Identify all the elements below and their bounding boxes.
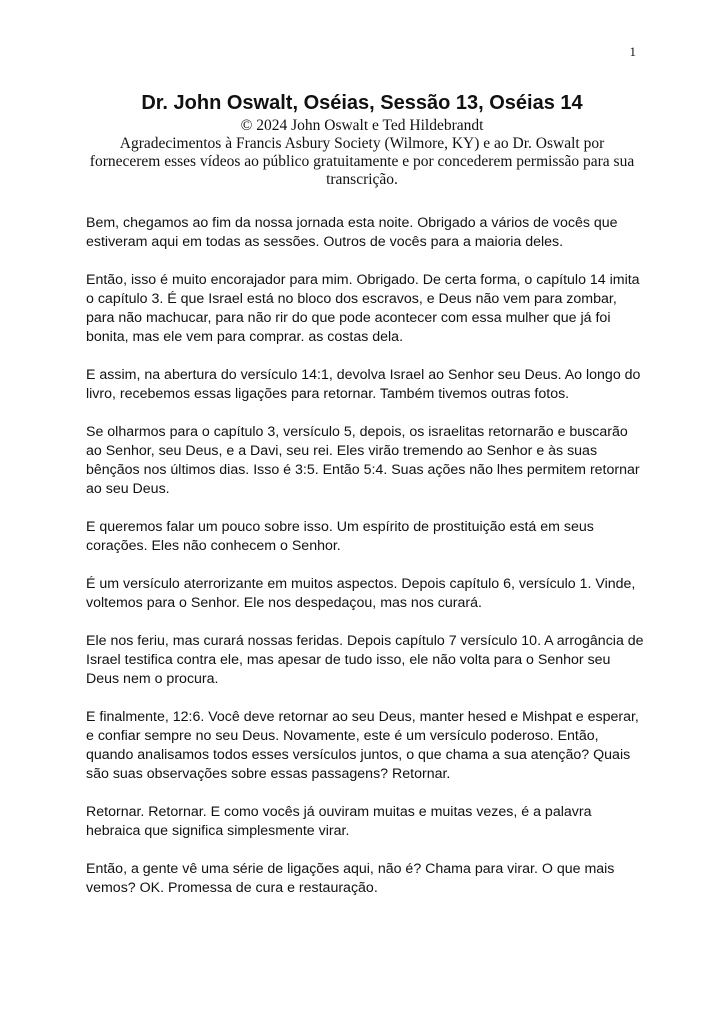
paragraph: Se olharmos para o capítulo 3, versículo 5, depois, os israelitas retornarão e buscarão ao Senhor, seu Deus, e a Davi, seu rei. Eles virão tremendo ao Senhor e às suas bênçãos nos últimos dias. Isso é 3:5. Então 5:4. Suas ações não lhes permitem retornar ao seu Deus. <box>86 424 640 497</box>
acknowledgment-text: Agradecimentos à Francis Asbury Society (Wilmore, KY) e ao Dr. Oswalt por fornecerem esses vídeos ao público gratuitamente e por concederem permissão para sua transcrição. <box>89 135 635 188</box>
paragraph: Então, isso é muito encorajador para mim. Obrigado. De certa forma, o capítulo 14 imita o capítulo 3. É que Israel está no bloco dos escravos, e Deus não vem para zombar, para não machucar, para não rir do que pode acontecer com essa mulher que já foi bonita, mas ele vem para comprar. as costas dela. <box>86 272 640 345</box>
document-title: Dr. John Oswalt, Oséias, Sessão 13, Oséias 14 <box>141 92 583 114</box>
page-number: 1 <box>629 44 636 59</box>
document-header <box>86 90 638 189</box>
paragraph: E queremos falar um pouco sobre isso. Um espírito de prostituição está em seus corações. Eles não conhecem o Senhor. <box>86 519 594 554</box>
paragraph: E assim, na abertura do versículo 14:1, devolva Israel ao Senhor seu Deus. Ao longo do livro, recebemos essas ligações para retornar. Também tivemos outras fotos. <box>86 367 641 402</box>
paragraph: É um versículo aterrorizante em muitos aspectos. Depois capítulo 6, versículo 1. Vinde, voltemos para o Senhor. Ele nos despedaçou, mas nos curará. <box>86 576 636 611</box>
transcript-body <box>86 214 646 917</box>
paragraph: Ele nos feriu, mas curará nossas feridas. Depois capítulo 7 versículo 10. A arrogância de Israel testifica contra ele, mas apesar de tudo isso, ele não volta para o Senhor seu Deus nem o procura. <box>86 633 644 687</box>
copyright-line: © 2024 John Oswalt e Ted Hildebrandt <box>240 117 484 134</box>
paragraph: Então, a gente vê uma série de ligações aqui, não é? Chama para virar. O que mais vemos? OK. Promessa de cura e restauração. <box>86 861 615 896</box>
paragraph: Bem, chegamos ao fim da nossa jornada esta noite. Obrigado a vários de vocês que estiveram aqui em todas as sessões. Outros de vocês para a maioria deles. <box>86 215 618 250</box>
paragraph: E finalmente, 12:6. Você deve retornar ao seu Deus, manter hesed e Mishpat e esperar, e confiar sempre no seu Deus. Novamente, este é um versículo poderoso. Então, quando analisamos todos esses versículos juntos, o que chama a sua atenção? Quais são suas observações sobre essas passagens? Retornar. <box>86 709 639 782</box>
paragraph: Retornar. Retornar. E como vocês já ouviram muitas e muitas vezes, é a palavra hebraica que significa simplesmente virar. <box>86 804 592 839</box>
